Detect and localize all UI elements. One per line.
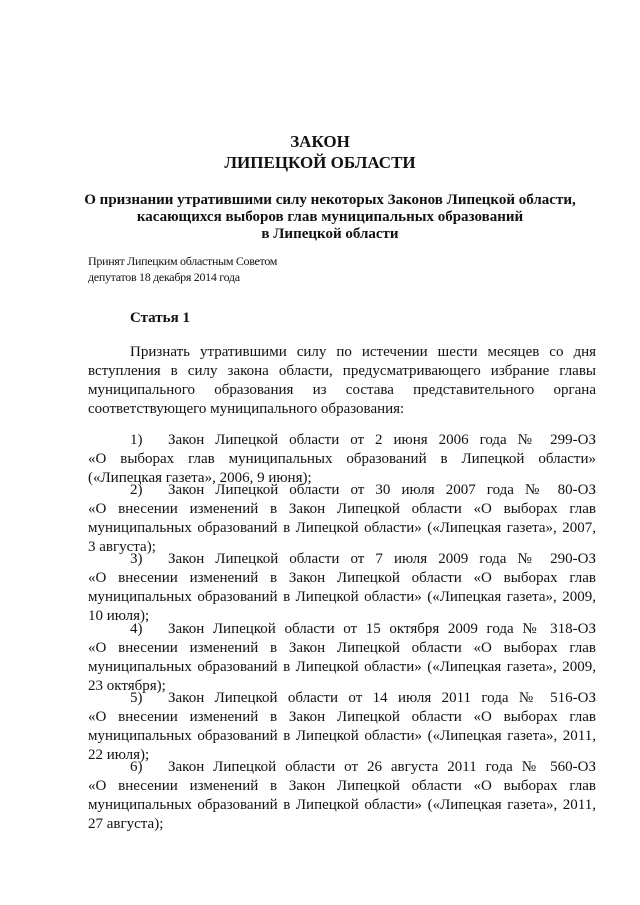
adopted-note-line2: депутатов 18 декабря 2014 года — [88, 270, 240, 284]
item-number: 5) — [130, 690, 143, 706]
item-first-line: Закон Липецкой области от 7 июля 2009 года № 290-ОЗ — [168, 551, 596, 567]
intro-line: муниципального образования из состава представительного органа — [88, 382, 596, 398]
list-item — [88, 481, 596, 557]
item-line: «О внесении изменений в Закон Липецкой области «О выборах глав — [88, 709, 596, 725]
item-line: 23 октября); — [88, 678, 166, 694]
item-line: («Липецкая газета», 2006, 9 июня); — [88, 470, 312, 486]
list-item — [88, 431, 596, 488]
item-number: 2) — [130, 482, 143, 498]
list-item — [88, 550, 596, 626]
item-line: 3 августа); — [88, 539, 156, 555]
law-subtitle-line3: в Липецкой области — [261, 226, 399, 242]
list-item — [88, 758, 596, 834]
item-line: муниципальных образований в Липецкой области» («Липецкая газета», 2011, — [88, 728, 596, 744]
item-number: 6) — [130, 759, 143, 775]
item-line: 27 августа); — [88, 816, 164, 832]
item-line: «О выборах глав муниципальных образований в Липецкой области» — [88, 451, 596, 467]
law-title-line1: ЗАКОН — [290, 132, 350, 151]
item-first-line: Закон Липецкой области от 26 августа 2011 года № 560-ОЗ — [168, 759, 596, 775]
item-line: 22 июля); — [88, 747, 150, 763]
law-subtitle-line2: касающихся выборов глав муниципальных образований — [136, 209, 524, 225]
list-item — [88, 620, 596, 696]
item-number: 1) — [130, 432, 143, 448]
item-line: «О внесении изменений в Закон Липецкой области «О выборах глав — [88, 501, 596, 517]
item-number: 4) — [130, 621, 143, 637]
item-first-line: Закон Липецкой области от 14 июля 2011 года № 516-ОЗ — [168, 690, 596, 706]
item-line: муниципальных образований в Липецкой области» («Липецкая газета», 2009, — [88, 659, 596, 675]
item-first-line: Закон Липецкой области от 30 июля 2007 года № 80-ОЗ — [168, 482, 596, 498]
item-line: муниципальных образований в Липецкой области» («Липецкая газета», 2011, — [88, 797, 596, 813]
item-line: «О внесении изменений в Закон Липецкой области «О выборах глав — [88, 640, 596, 656]
item-line: муниципальных образований в Липецкой области» («Липецкая газета», 2007, — [88, 520, 596, 536]
item-first-line: Закон Липецкой области от 15 октября 2009 года № 318-ОЗ — [168, 621, 596, 637]
adopted-note-line1: Принят Липецким областным Советом — [88, 254, 278, 268]
law-subtitle-line1: О признании утратившими силу некоторых Законов Липецкой области, — [84, 192, 576, 208]
list-item — [88, 689, 596, 765]
law-title-line2: ЛИПЕЦКОЙ ОБЛАСТИ — [224, 153, 416, 172]
item-line: «О внесении изменений в Закон Липецкой области «О выборах глав — [88, 570, 596, 586]
intro-line: соответствующего муниципального образования: — [88, 401, 405, 417]
item-line: «О внесении изменений в Закон Липецкой области «О выборах глав — [88, 778, 596, 794]
item-number: 3) — [130, 551, 143, 567]
intro-line: вступления в силу закона области, предусматривающего избрание главы — [88, 363, 596, 379]
article-intro-paragraph — [88, 343, 596, 419]
item-first-line: Закон Липецкой области от 2 июня 2006 года № 299-ОЗ — [168, 432, 596, 448]
intro-line: Признать утратившими силу по истечении шести месяцев со дня — [130, 344, 596, 360]
item-line: муниципальных образований в Липецкой области» («Липецкая газета», 2009, — [88, 589, 596, 605]
article-heading: Статья 1 — [130, 310, 190, 326]
item-line: 10 июля); — [88, 608, 150, 624]
